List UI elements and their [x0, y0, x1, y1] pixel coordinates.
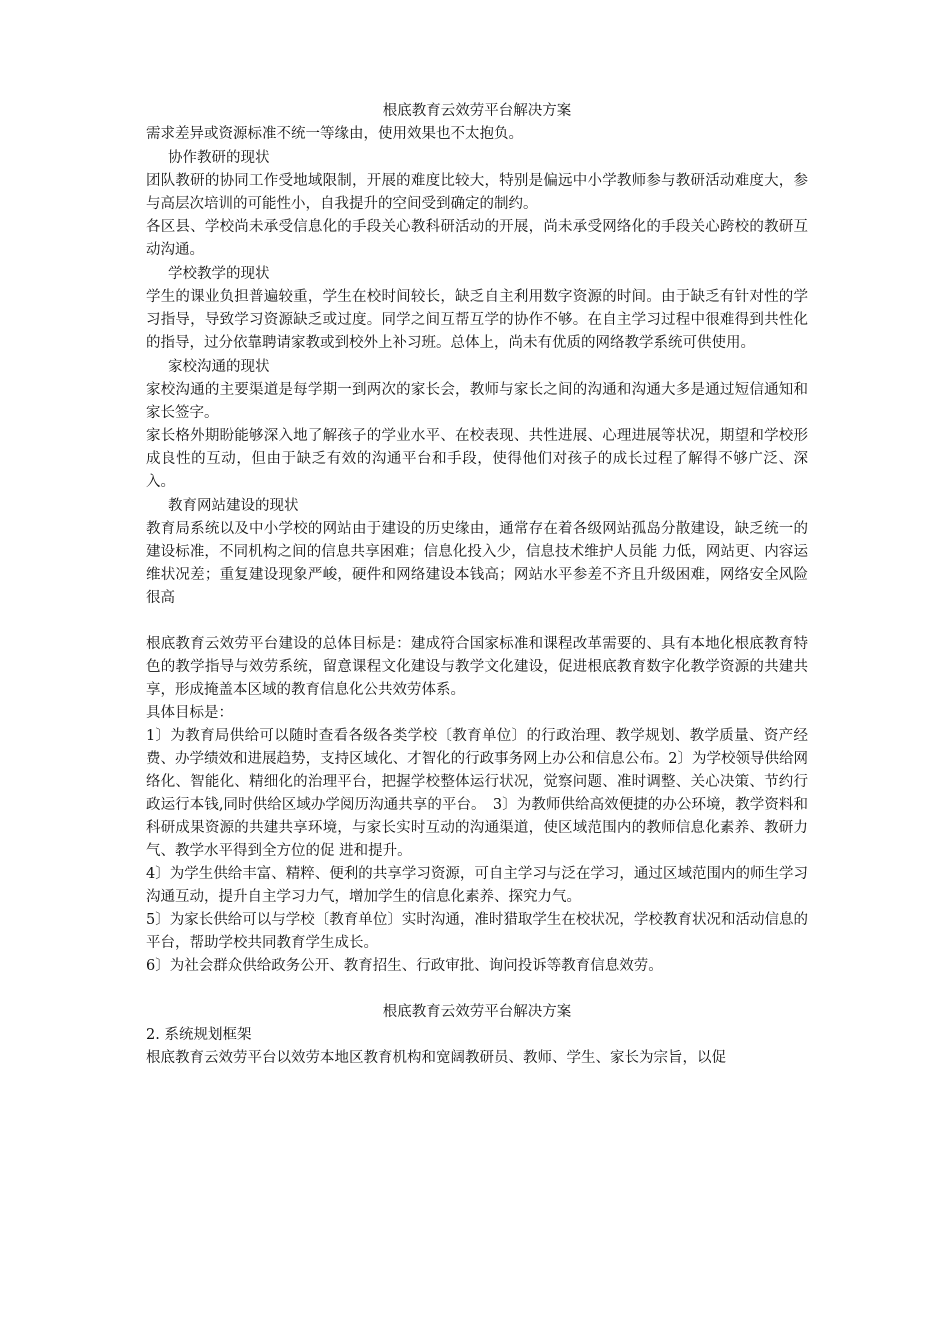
list-item: 5〕为家长供给可以与学校〔教育单位〕实时沟通，准时猎取学生在校状况，学校教育状况和活动信息的平台，帮助学校共同教育学生成长。: [146, 912, 808, 951]
paragraph: 各区县、学校尚未承受信息化的手段关心教科研活动的开展，尚未承受网络化的手段关心跨校的教研互动沟通。: [146, 219, 808, 258]
list-item: 4〕为学生供给丰富、精粹、便利的共享学习资源，可自主学习与泛在学习，通过区域范围内的师生学习沟通互动，提升自主学习力气，增加学生的信息化素养、探究力气。: [146, 866, 808, 905]
paragraph: 家校沟通的主要渠道是每学期一到两次的家长会，教师与家长之间的沟通和沟通大多是通过短信通知和家长签字。: [146, 382, 808, 421]
paragraph: 教育局系统以及中小学校的网站由于建设的历史缘由，通常存在着各级网站孤岛分散建设，缺乏统一的建设标准，不同机构之间的信息共享困难；信息化投入少，信息技术维护人员能 力低，网站更、内容运维状况差；重复建设现象严峻，硬件和网络建设本钱高；网站水平参差不齐且升级困难，网络安全风险很高: [146, 521, 808, 606]
list-item: 1〕为教育局供给可以随时查看各级各类学校〔教育单位〕的行政治理、教学规划、教学质量、资产经费、办学绩效和进展趋势，支持区域化、才智化的行政事务网上办公和信息公布。2〕为学校领导供给网络化、智能化、精细化的治理平台，把握学校整体运行状况，觉察问题、准时调整、关心决策、节约行政运行本钱,同时供给区域办学阅历沟通共享的平台。 3〕为教师供给高效便捷的办公环境，教学资料和科研成果资源的共建共享环境，与家长实时互动的沟通渠道，使区域范围内的教师信息化素养、教研力气、教学水平得到全方位的促 进和提升。: [146, 728, 808, 859]
section-number-heading: 2. 系统规划框架: [146, 1027, 252, 1043]
paragraph: 家长格外期盼能够深入地了解孩子的学业水平、在校表现、共性进展、心理进展等状况，期望和学校形成良性的互动，但由于缺乏有效的沟通平台和手段，使得他们对孩子的成长过程了解得不够广泛、深入。: [146, 428, 808, 490]
list-item: 6〕为社会群众供给政务公开、教育招生、行政审批、询问投诉等教育信息效劳。: [146, 958, 663, 974]
paragraph: 具体目标是：: [146, 705, 233, 721]
spacer: [146, 610, 808, 633]
document-page: [146, 100, 808, 1070]
section-heading: 家校沟通的现状: [168, 359, 270, 375]
paragraph: 根底教育云效劳平台以效劳本地区教育机构和宽阔教研员、教师、学生、家长为宗旨，以促: [146, 1050, 726, 1066]
spacer: [146, 978, 808, 1001]
paragraph: 根底教育云效劳平台建设的总体目标是：建成符合国家标准和课程改革需要的、具有本地化根底教育特色的教学指导与效劳系统，留意课程文化建设与教学文化建设，促进根底教育数字化教学资源的共建共享，形成掩盖本区域的教育信息化公共效劳体系。: [146, 636, 808, 698]
section-heading: 学校教学的现状: [168, 266, 270, 282]
section-heading: 协作教研的现状: [168, 150, 270, 166]
paragraph: 团队教研的协同工作受地域限制，开展的难度比较大，特别是偏远中小学教师参与教研活动难度大，参与高层次培训的可能性小，自我提升的空间受到确定的制约。: [146, 173, 808, 212]
paragraph: 学生的课业负担普遍较重，学生在校时间较长，缺乏自主利用数字资源的时间。由于缺乏有针对性的学习指导，导致学习资源缺乏或过度。同学之间互帮互学的协作不够。在自主学习过程中很难得到共性化的指导，过分依靠聘请家教或到校外上补习班。总体上，尚未有优质的网络教学系统可供使用。: [146, 289, 808, 351]
paragraph: 需求差异或资源标准不统一等缘由，使用效果也不太抱负。: [146, 126, 523, 142]
page-title-2: 根底教育云效劳平台解决方案: [382, 1004, 572, 1020]
page-title: 根底教育云效劳平台解决方案: [382, 103, 572, 119]
section-heading: 教育网站建设的现状: [168, 498, 299, 514]
